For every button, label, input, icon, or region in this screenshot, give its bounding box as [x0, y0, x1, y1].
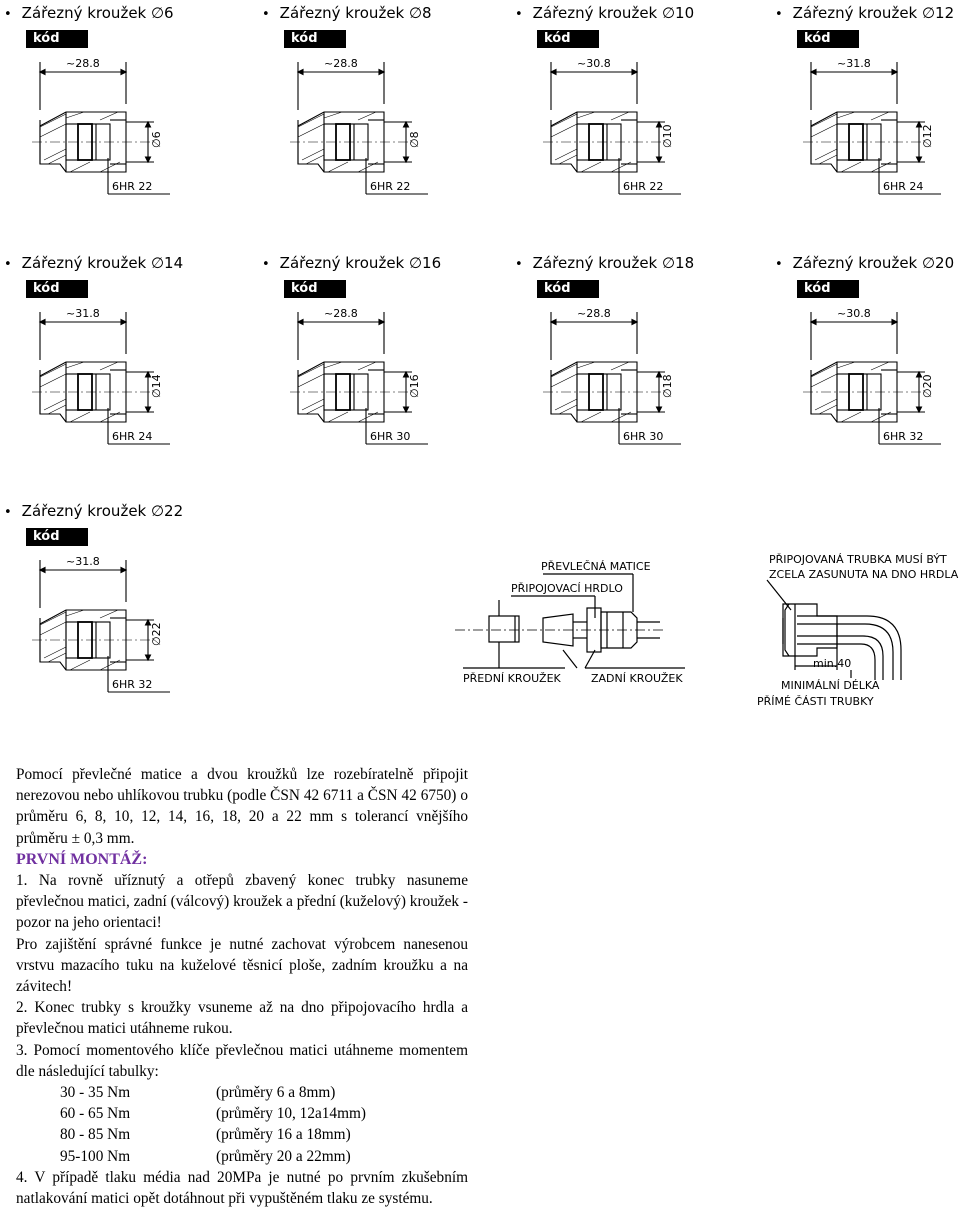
length-dimension: ~28.8 — [66, 57, 100, 70]
front-ring-label: PŘEDNÍ KROUŽEK — [463, 672, 561, 685]
step-2: 2. Konec trubky s kroužky vsuneme až na dno připojovacího hrdla a převlečnou matici utáhneme rukou. — [16, 999, 468, 1038]
thread-label: 6HR 24 — [112, 430, 153, 443]
torque-row — [16, 1146, 468, 1167]
ring-item — [262, 4, 462, 234]
ring-title — [775, 254, 954, 272]
section-heading: PRVNÍ MONTÁŽ: — [16, 850, 148, 868]
code-badge: kód 17 — [537, 280, 599, 298]
bullet-icon: • — [515, 257, 523, 272]
ring-drawing — [4, 550, 204, 720]
ring-drawing — [262, 302, 462, 472]
length-dimension: ~28.8 — [577, 307, 611, 320]
torque-row — [16, 1124, 468, 1145]
bullet-icon: • — [4, 257, 12, 272]
hub-label: PŘIPOJOVACÍ HRDLO — [511, 582, 623, 595]
ring-drawing — [775, 302, 960, 472]
length-dimension: ~28.8 — [324, 307, 358, 320]
torque-range: (průměry 6 a 8mm) — [216, 1084, 336, 1102]
torque-row — [16, 1103, 468, 1124]
ring-item — [4, 4, 204, 234]
torque-range: (průměry 20 a 22mm) — [216, 1147, 351, 1165]
ring-drawing — [515, 52, 715, 222]
torque-row — [16, 1082, 468, 1103]
ring-title — [4, 254, 183, 272]
length-dimension: ~31.8 — [66, 555, 100, 568]
bullet-icon: • — [775, 257, 783, 272]
diameter-dimension: ∅6 — [150, 131, 163, 148]
ring-title-text: Zářezný kroužek ∅6 — [21, 4, 174, 22]
insertion-diagram — [755, 552, 960, 712]
code-badge: kód 12 — [284, 30, 346, 48]
torque-range: (průměry 16 a 18mm) — [216, 1126, 351, 1144]
thread-label: 6HR 24 — [883, 180, 924, 193]
code-badge: kód 19 — [26, 528, 88, 546]
bullet-icon: • — [515, 7, 523, 22]
thread-label: 6HR 32 — [883, 430, 924, 443]
ring-drawing — [515, 302, 715, 472]
code-badge: kód 16 — [284, 280, 346, 298]
min-length-label-1: MINIMÁLNÍ DÉLKA — [781, 679, 880, 692]
ring-title-text: Zářezný kroužek ∅20 — [792, 254, 955, 272]
bullet-icon: • — [262, 257, 270, 272]
insertion-note-1: PŘIPOJOVANÁ TRUBKA MUSÍ BÝT — [769, 553, 947, 566]
ring-drawing — [262, 52, 462, 222]
diameter-dimension: ∅14 — [150, 374, 163, 398]
code-badge: kód 14 — [797, 30, 859, 48]
ring-title-text: Zářezný kroužek ∅8 — [279, 4, 432, 22]
ring-title — [4, 4, 174, 22]
ring-drawing — [4, 52, 204, 222]
insertion-note-2: ZCELA ZASUNUTA NA DNO HRDLA — [769, 568, 959, 581]
thread-label: 6HR 22 — [623, 180, 664, 193]
code-badge: kód 15 — [26, 280, 88, 298]
torque-value: 95-100 Nm — [60, 1147, 131, 1165]
ring-title — [4, 502, 183, 520]
assembly-diagram — [455, 550, 695, 690]
nut-label: PŘEVLEČNÁ MATICE — [541, 560, 651, 573]
ring-item — [262, 254, 462, 484]
length-dimension: ~30.8 — [837, 307, 871, 320]
diameter-dimension: ∅16 — [408, 374, 421, 398]
ring-title-text: Zářezný kroužek ∅16 — [279, 254, 442, 272]
ring-title-text: Zářezný kroužek ∅22 — [21, 502, 184, 520]
ring-title — [515, 4, 694, 22]
min-length-label-2: PŘÍMÉ ČÁSTI TRUBKY — [757, 695, 874, 708]
length-dimension: ~30.8 — [577, 57, 611, 70]
ring-item — [4, 254, 204, 484]
step-1: 1. Na rovně uříznutý a otřepů zbavený konec trubky nasuneme převlečnou matici, zadní (válcový) kroužek a přední (kuželový) kroužek - pozor na jeho orientaci! — [16, 872, 468, 932]
ring-title — [262, 4, 432, 22]
ring-title-text: Zářezný kroužek ∅10 — [532, 4, 695, 22]
step-3: 3. Pomocí momentového klíče převlečnou matici utáhneme momentem dle následující tabulky: — [16, 1041, 468, 1080]
torque-value: 30 - 35 Nm — [60, 1084, 131, 1102]
ring-item — [4, 502, 204, 732]
torque-value: 80 - 85 Nm — [60, 1126, 131, 1144]
grease-note: Pro zajištění správné funkce je nutné zachovat výrobcem nanesenou vrstvu mazacího tuku na kuželové těsnicí ploše, zadním kroužku a na závitech! — [16, 935, 468, 996]
ring-item — [515, 4, 715, 234]
instructions — [16, 764, 468, 1209]
thread-label: 6HR 22 — [112, 180, 153, 193]
ring-title-text: Zářezný kroužek ∅14 — [21, 254, 184, 272]
intro-paragraph: Pomocí převlečné matice a dvou kroužků lze rozebíratelně připojit nerezovou nebo uhlíkovou trubku (podle ČSN 42 6711 a ČSN 42 6750) o průměru 6, 8, 10, 12, 14, 16, 18, 20 a 22 mm s tolerancí vnějšího průměru ± 0,3 mm. — [16, 766, 468, 847]
code-badge: kód 18 — [797, 280, 859, 298]
ring-item — [775, 254, 960, 484]
torque-table — [16, 1082, 468, 1167]
ring-title — [775, 4, 954, 22]
ring-drawing — [775, 52, 960, 222]
diameter-dimension: ∅18 — [661, 374, 674, 398]
bullet-icon: • — [262, 7, 270, 22]
bullet-icon: • — [4, 7, 12, 22]
length-dimension: ~31.8 — [837, 57, 871, 70]
rear-ring-label: ZADNÍ KROUŽEK — [591, 672, 683, 685]
thread-label: 6HR 22 — [370, 180, 411, 193]
ring-item — [515, 254, 715, 484]
bullet-icon: • — [775, 7, 783, 22]
ring-title — [515, 254, 694, 272]
diameter-dimension: ∅10 — [661, 124, 674, 148]
code-badge: kód 13 — [537, 30, 599, 48]
thread-label: 6HR 30 — [623, 430, 664, 443]
torque-value: 60 - 65 Nm — [60, 1105, 131, 1123]
diameter-dimension: ∅20 — [921, 374, 934, 398]
bullet-icon: • — [4, 505, 12, 520]
ring-title-text: Zářezný kroužek ∅12 — [792, 4, 955, 22]
thread-label: 6HR 32 — [112, 678, 153, 691]
ring-title — [262, 254, 441, 272]
torque-range: (průměry 10, 12a14mm) — [216, 1105, 366, 1123]
thread-label: 6HR 30 — [370, 430, 411, 443]
min-length-value: min.40 — [813, 657, 852, 670]
diameter-dimension: ∅22 — [150, 622, 163, 646]
length-dimension: ~28.8 — [324, 57, 358, 70]
step-4: 4. V případě tlaku média nad 20MPa je nutné po prvním zkušebním natlakování matici opět dotáhnout při vypuštěném tlaku ze systému. — [16, 1168, 468, 1208]
diameter-dimension: ∅12 — [921, 124, 934, 148]
code-badge: kód 11 — [26, 30, 88, 48]
diameter-dimension: ∅8 — [408, 131, 421, 148]
ring-drawing — [4, 302, 204, 472]
ring-title-text: Zářezný kroužek ∅18 — [532, 254, 695, 272]
length-dimension: ~31.8 — [66, 307, 100, 320]
ring-item — [775, 4, 960, 234]
